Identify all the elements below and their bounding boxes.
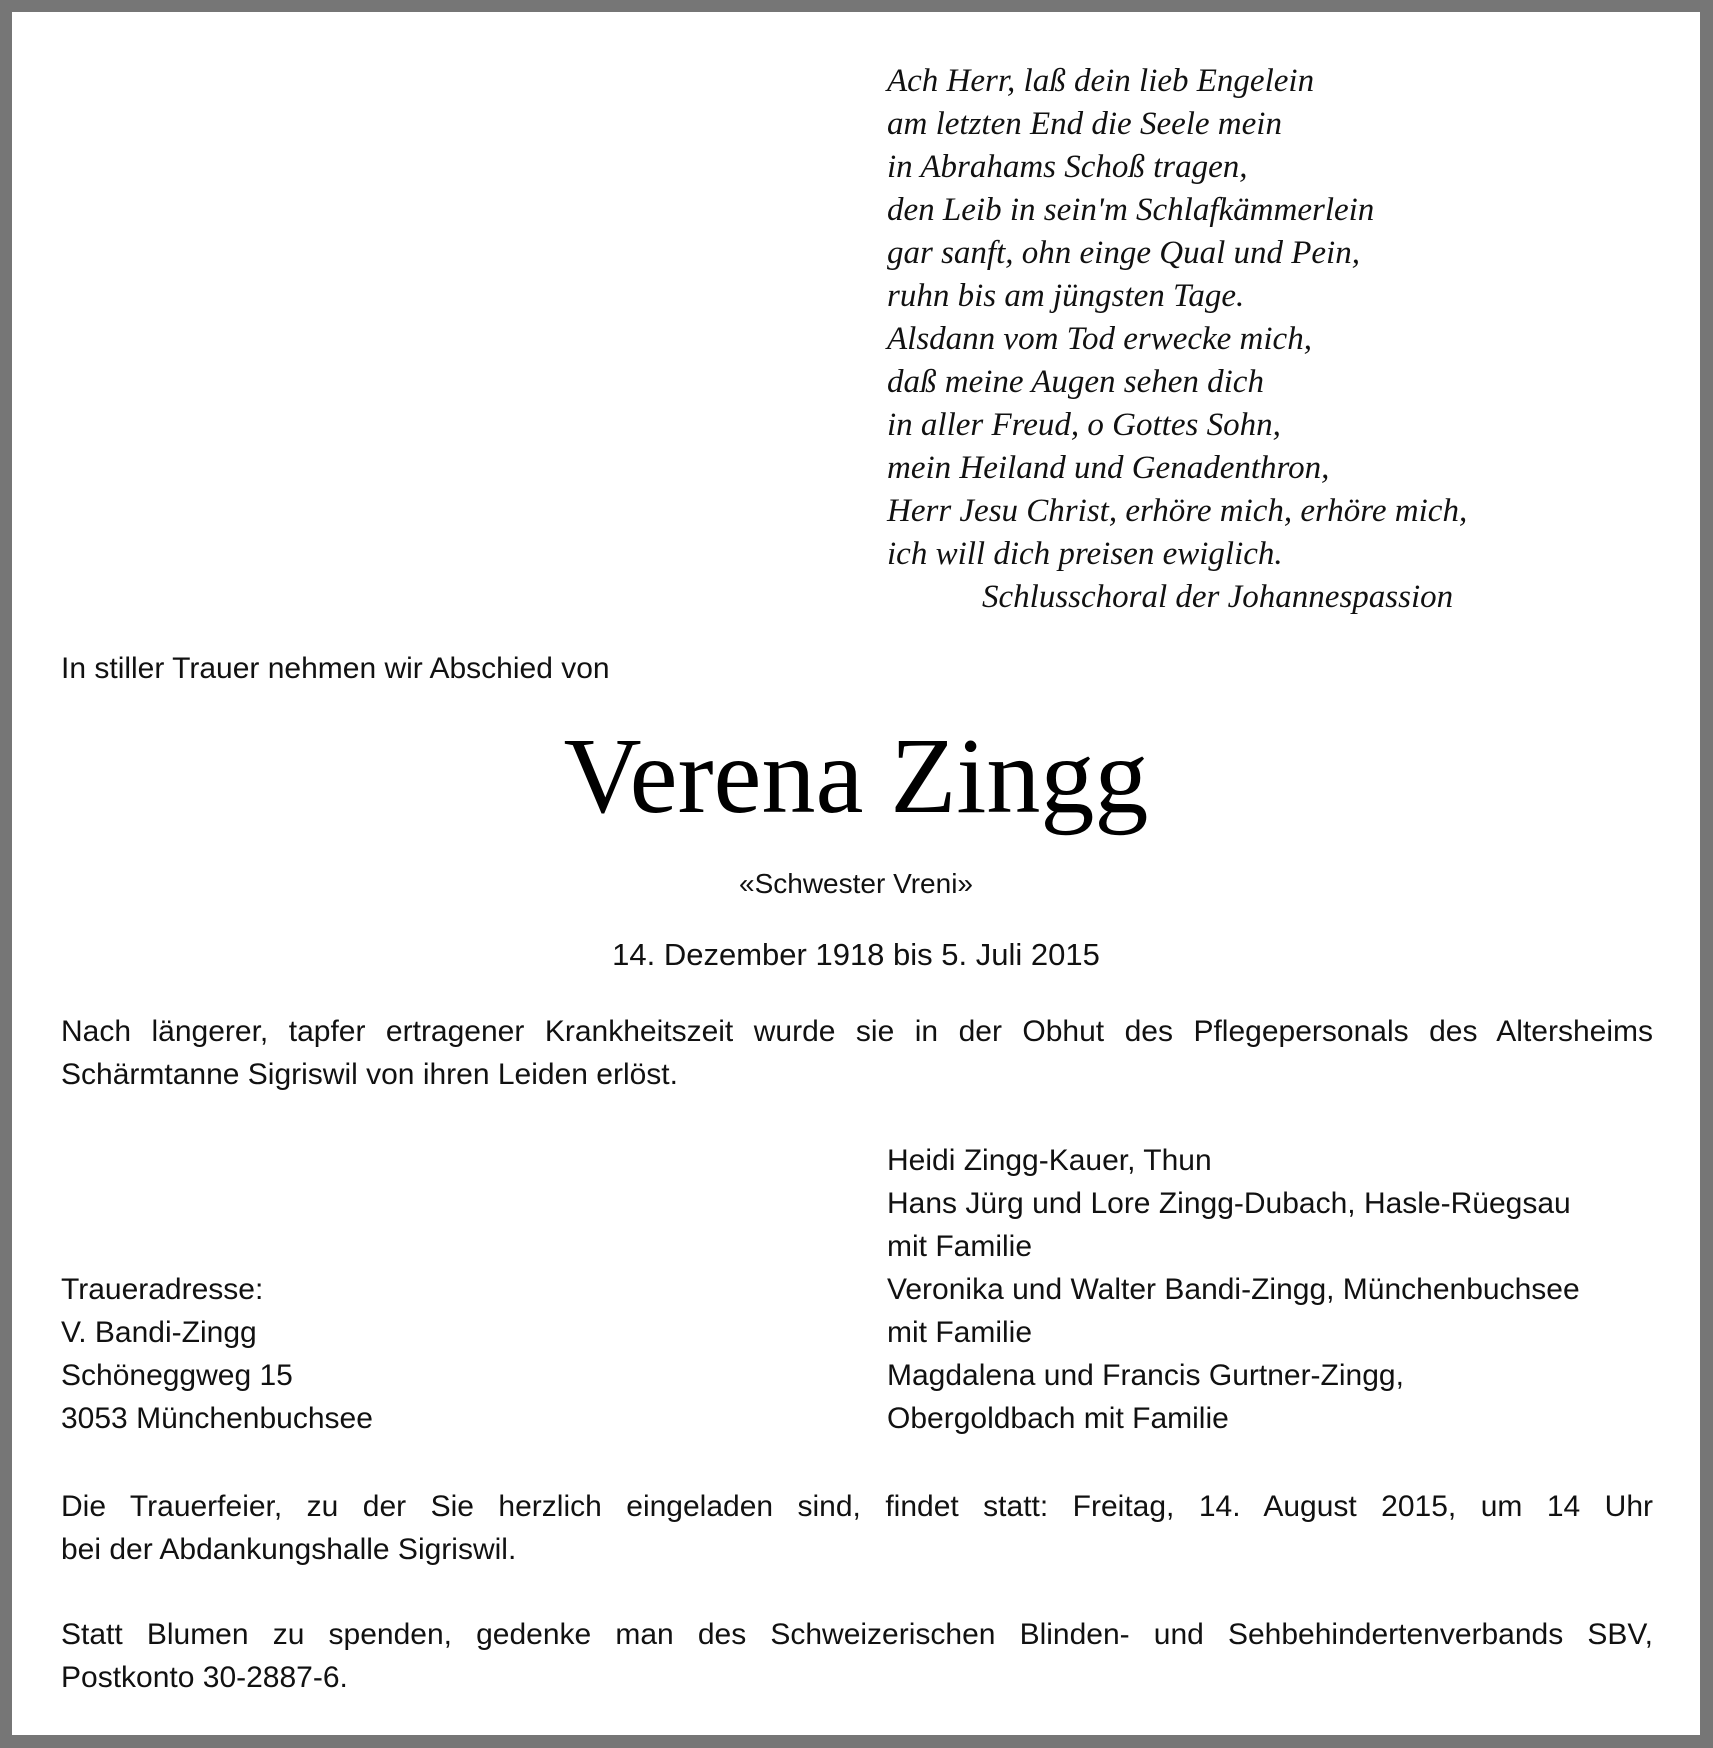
paragraph-line: Die Trauerfeier, zu der Sie herzlich eingeladen sind, findet statt: Freitag, 14. August 2015, um 14 Uhr	[61, 1490, 1653, 1523]
relative-line: Obergoldbach mit Familie	[887, 1402, 1229, 1435]
obituary-page	[12, 12, 1700, 1735]
poem-line: den Leib in sein'm Schlafkämmerlein	[887, 192, 1375, 228]
poem-line: am letzten End die Seele mein	[887, 106, 1282, 142]
poem-line: Alsdann vom Tod erwecke mich,	[887, 321, 1312, 357]
poem-line: Ach Herr, laß dein lieb Engelein	[887, 63, 1315, 99]
poem-line: ruhn bis am jüngsten Tage.	[887, 278, 1245, 314]
nickname: «Schwester Vreni»	[739, 868, 973, 899]
poem	[887, 60, 1467, 619]
address-line: Schöneggweg 15	[61, 1359, 293, 1392]
poem-line: in Abrahams Schoß tragen,	[887, 149, 1248, 185]
poem-source: Schlusschoral der Johannespassion	[982, 579, 1454, 615]
deceased-name: Verena Zingg	[563, 717, 1149, 836]
poem-line: Herr Jesu Christ, erhöre mich, erhöre mich,	[887, 493, 1468, 529]
intro-text: In stiller Trauer nehmen wir Abschied von	[61, 652, 610, 685]
address-label: Traueradresse:	[61, 1273, 264, 1306]
relative-line: Magdalena und Francis Gurtner-Zingg,	[887, 1359, 1404, 1392]
paragraph-line: Postkonto 30-2887-6.	[61, 1661, 348, 1694]
relative-line: mit Familie	[887, 1316, 1033, 1349]
paragraph-line: Statt Blumen zu spenden, gedenke man des Schweizerischen Blinden- und Sehbehindertenverbands SBV,	[61, 1618, 1653, 1651]
paragraph-line: bei der Abdankungshalle Sigriswil.	[61, 1533, 517, 1566]
address-line: 3053 Münchenbuchsee	[61, 1402, 373, 1435]
poem-line: ich will dich preisen ewiglich.	[887, 536, 1283, 572]
poem-line: daß meine Augen sehen dich	[887, 364, 1264, 400]
poem-line: mein Heiland und Genadenthron,	[887, 450, 1330, 486]
paragraph-donation	[61, 1613, 1653, 1699]
mourning-address	[61, 1268, 373, 1440]
paragraph-line: Schärmtanne Sigriswil von ihren Leiden erlöst.	[61, 1058, 678, 1091]
relative-line: Hans Jürg und Lore Zingg-Dubach, Hasle-Rüegsau	[887, 1187, 1571, 1220]
relative-line: Heidi Zingg-Kauer, Thun	[887, 1144, 1212, 1177]
relatives-list	[887, 1139, 1580, 1440]
paragraph-ceremony	[61, 1485, 1653, 1571]
relative-line: Veronika und Walter Bandi-Zingg, Münchenbuchsee	[887, 1273, 1580, 1306]
life-dates: 14. Dezember 1918 bis 5. Juli 2015	[612, 937, 1100, 972]
paragraph-line: Nach längerer, tapfer ertragener Krankheitszeit wurde sie in der Obhut des Pflegepersonals des Altersheims	[61, 1015, 1653, 1048]
address-line: V. Bandi-Zingg	[61, 1316, 257, 1349]
relative-line: mit Familie	[887, 1230, 1033, 1263]
paragraph-passing	[61, 1010, 1653, 1096]
poem-line: in aller Freud, o Gottes Sohn,	[887, 407, 1281, 443]
poem-line: gar sanft, ohn einge Qual und Pein,	[887, 235, 1360, 271]
